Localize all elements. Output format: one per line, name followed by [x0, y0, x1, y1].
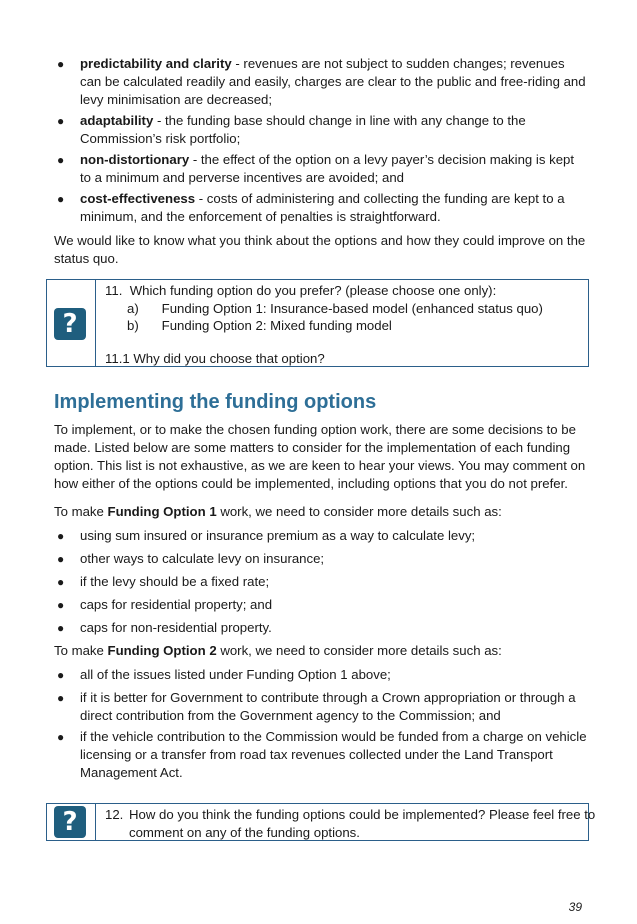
- question-11-box: [46, 279, 589, 367]
- bullet-icon: ●: [57, 668, 65, 682]
- option-1-intro: To make Funding Option 1 work, we need to consider more details such as:: [54, 504, 502, 519]
- criteria-item-cost-effectiveness: [57, 190, 587, 226]
- criteria-term: non-distortionary: [80, 152, 190, 167]
- option-2-intro: To make Funding Option 2 work, we need to consider more details such as:: [54, 643, 502, 658]
- option-2-item: ● all of the issues listed under Funding Option 1 above;: [57, 667, 391, 682]
- option-text: Funding Option 1: Insurance-based model (enhanced status quo): [161, 301, 543, 316]
- page-number: 39: [568, 900, 582, 914]
- bullet-icon: ●: [57, 114, 65, 128]
- bullet-icon: ●: [57, 598, 65, 612]
- criteria-item-adaptability: [57, 112, 587, 148]
- option-1-item: ● other ways to calculate levy on insurance;: [57, 551, 325, 566]
- criteria-item-non-distortionary: [57, 151, 587, 187]
- option-text: Funding Option 2: Mixed funding model: [161, 318, 392, 333]
- question-mark-icon: ?: [54, 806, 86, 838]
- criteria-desc: - the effect of the option on a levy payer’s decision making is kept to a minimum and perverse incentives are avoided; and: [80, 152, 575, 185]
- question-number: 11.: [105, 283, 123, 298]
- bullet-icon: ●: [57, 730, 65, 744]
- bullet-icon: ●: [57, 192, 65, 206]
- criteria-desc: - costs of administering and collecting the funding are kept to a minimum, and the enforcement of penalties is straightforward.: [80, 191, 565, 224]
- question-followup: 11.1 Why did you choose that option?: [105, 351, 325, 366]
- bullet-icon: ●: [57, 153, 65, 167]
- option-1-item: ● caps for non-residential property.: [57, 620, 272, 635]
- criteria-term: cost-effectiveness: [80, 191, 196, 206]
- question-option-b: [127, 317, 602, 335]
- criteria-desc: - revenues are not subject to sudden changes; revenues can be calculated readily and easily, charges are clear to the public and free-riding and levy minimisation are decreased;: [80, 56, 586, 107]
- question-number: 12.: [105, 807, 124, 822]
- criteria-desc: - the funding base should change in line with any change to the Commission’s risk portfolio;: [80, 113, 526, 146]
- option-1-item: ● caps for residential property; and: [57, 597, 273, 612]
- bullet-icon: ●: [57, 575, 65, 589]
- question-option-a: [127, 300, 602, 318]
- intro-paragraph: We would like to know what you think about the options and how they could improve on the status quo.: [54, 233, 586, 266]
- question-12-box: [46, 803, 596, 841]
- bullet-icon: ●: [57, 691, 65, 705]
- option-2-item: ● if the vehicle contribution to the Commission would be funded from a charge on vehicle licensing or a transfer from road tax revenues collected under the Land Transport Management Act.: [57, 729, 587, 780]
- question-text: Which funding option do you prefer? (please choose one only):: [129, 283, 497, 298]
- bullet-icon: ●: [57, 621, 65, 635]
- option-1-item: ● if the levy should be a fixed rate;: [57, 574, 270, 589]
- option-letter: a): [127, 301, 139, 316]
- criteria-term: adaptability: [80, 113, 154, 128]
- implement-paragraph: To implement, or to make the chosen funding option work, there are some decisions to be made. Listed below are some matters to consider for the implementation of each funding option. This list is not exhaustive, as we are keen to hear your views. You may comment on how either of the options could be implemented, including options that you do not prefer.: [54, 422, 586, 491]
- criteria-item-predictability: [57, 55, 587, 109]
- bullet-icon: ●: [57, 529, 65, 543]
- option-2-item: ● if it is better for Government to contribute through a Crown appropriation or through a direct contribution from the Government agency to the Commission; and: [57, 690, 576, 723]
- criteria-term: predictability and clarity: [80, 56, 232, 71]
- option-letter: b): [127, 318, 139, 333]
- section-heading: Implementing the funding options: [54, 391, 377, 413]
- question-mark-icon: ?: [54, 308, 86, 340]
- option-1-item: ● using sum insured or insurance premium as a way to calculate levy;: [57, 528, 476, 543]
- question-text: How do you think the funding options could be implemented? Please feel free to comment on any of the funding options.: [129, 807, 596, 840]
- bullet-icon: ●: [57, 552, 65, 566]
- bullet-icon: ●: [57, 57, 65, 71]
